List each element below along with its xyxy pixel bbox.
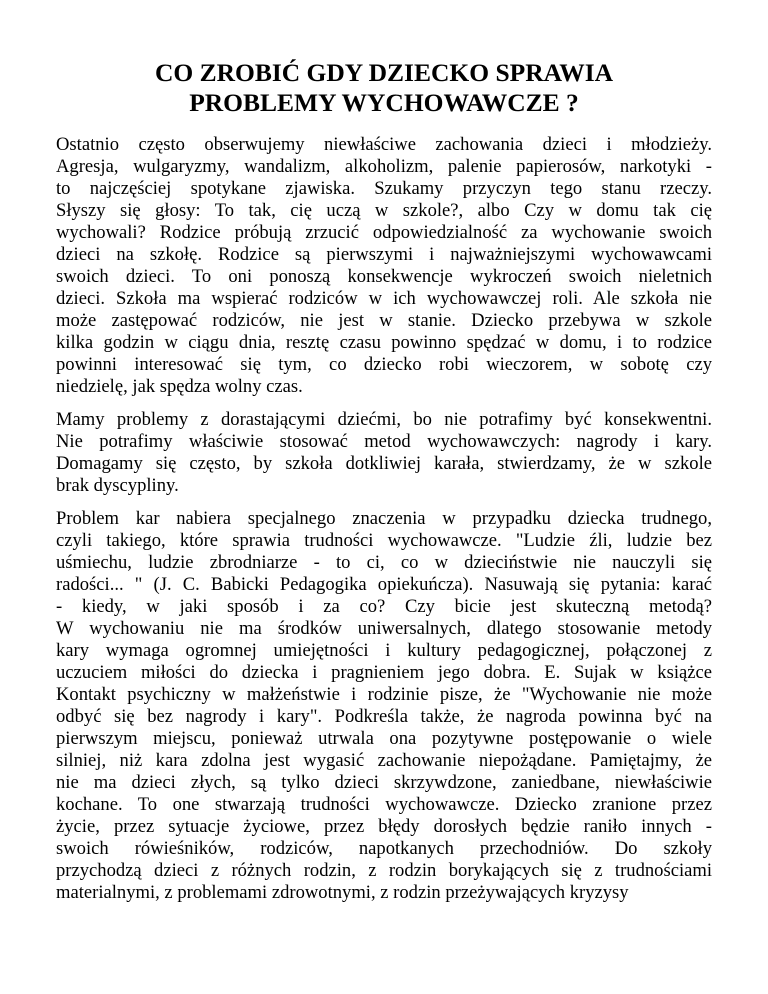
page-title — [56, 58, 712, 118]
text-line: W wychowaniu nie ma środków uniwersalnych, dlatego stosowanie metody — [56, 618, 712, 639]
text-line: przychodzą dzieci z różnych rodzin, z rodzin borykających się z trudnościami — [56, 860, 712, 881]
text-line: Ostatnio często obserwujemy niewłaściwe zachowania dzieci i młodzieży. — [56, 134, 712, 155]
text-line: wychowali? Rodzice próbują zrzucić odpowiedzialność za wychowanie swoich — [56, 222, 712, 243]
paragraph — [56, 508, 712, 904]
text-line: pierwszym miejscu, ponieważ utrwala ona pozytywne postępowanie o wiele — [56, 728, 712, 749]
paragraph — [56, 134, 712, 398]
title-line: PROBLEMY WYCHOWAWCZE ? — [189, 88, 579, 117]
title-line: CO ZROBIĆ GDY DZIECKO SPRAWIA — [154, 58, 614, 87]
text-line: radości... " (J. C. Babicki Pedagogika opiekuńcza). Nasuwają się pytania: karać — [56, 574, 712, 595]
text-line: kochane. To one stwarzają trudności wychowawcze. Dziecko zranione przez — [56, 794, 712, 815]
text-line: kary wymaga ogromnej umiejętności i kultury pedagogicznej, połączonej z — [56, 640, 712, 661]
text-line: swoich dzieci. To oni ponoszą konsekwencje wykroczeń swoich nieletnich — [56, 266, 712, 287]
text-line: Kontakt psychiczny w małżeństwie i rodzinie pisze, że "Wychowanie nie może — [56, 684, 712, 705]
text-line: odbyć się bez nagrody i kary". Podkreśla także, że nagroda powinna być na — [56, 706, 712, 727]
document-body — [56, 134, 712, 915]
text-line: czyli takiego, które sprawia trudności wychowawcze. "Ludzie źli, ludzie bez — [56, 530, 712, 551]
text-line: uczuciem miłości do dziecka i pragnieniem jego dobra. E. Sujak w książce — [56, 662, 712, 683]
text-line: Problem kar nabiera specjalnego znaczenia w przypadku dziecka trudnego, — [56, 508, 712, 529]
text-line: nie ma dzieci złych, są tylko dzieci skrzywdzone, zaniedbane, niewłaściwie — [56, 772, 712, 793]
text-line: silniej, niż kara zdolna jest wygasić zachowanie niepożądane. Pamiętajmy, że — [56, 750, 712, 771]
text-line: kilka godzin w ciągu dnia, resztę czasu powinno spędzać w domu, i to rodzice — [56, 332, 712, 353]
text-line: Nie potrafimy właściwie stosować metod wychowawczych: nagrody i kary. — [56, 431, 712, 452]
text-line: - kiedy, w jaki sposób i za co? Czy bicie jest skuteczną metodą? — [56, 596, 712, 617]
paragraph — [56, 409, 712, 497]
text-line: dzieci na szkołę. Rodzice są pierwszymi i najważniejszymi wychowawcami — [56, 244, 712, 265]
text-line: Słyszy się głosy: To tak, cię uczą w szkole?, albo Czy w domu tak cię — [56, 200, 712, 221]
text-line: dzieci. Szkoła ma wspierać rodziców w ich wychowawczej roli. Ale szkoła nie — [56, 288, 712, 309]
text-line: może zastępować rodziców, nie jest w stanie. Dziecko przebywa w szkole — [56, 310, 712, 331]
text-line: brak dyscypliny. — [56, 475, 179, 496]
text-line: Domagamy się często, by szkoła dotkliwiej karała, stwierdzamy, że w szkole — [56, 453, 712, 474]
text-line: to najczęściej spotykane zjawiska. Szukamy przyczyn tego stanu rzeczy. — [56, 178, 712, 199]
text-line: powinni interesować się tym, co dziecko robi wieczorem, w sobotę czy — [56, 354, 712, 375]
text-line: materialnymi, z problemami zdrowotnymi, z rodzin przeżywających kryzysy — [56, 882, 629, 903]
text-line: niedzielę, jak spędza wolny czas. — [56, 376, 303, 397]
text-line: Mamy problemy z dorastającymi dziećmi, bo nie potrafimy być konsekwentni. — [56, 409, 712, 430]
text-line: Agresja, wulgaryzmy, wandalizm, alkoholizm, palenie papierosów, narkotyki - — [56, 156, 712, 177]
text-line: swoich rówieśników, rodziców, napotkanych przechodniów. Do szkoły — [56, 838, 712, 859]
text-line: życie, przez sytuacje życiowe, przez błędy dorosłych będzie raniło innych - — [56, 816, 712, 837]
text-line: uśmiechu, ludzie zbrodniarze - to ci, co w dzieciństwie nie nauczyli się — [56, 552, 712, 573]
